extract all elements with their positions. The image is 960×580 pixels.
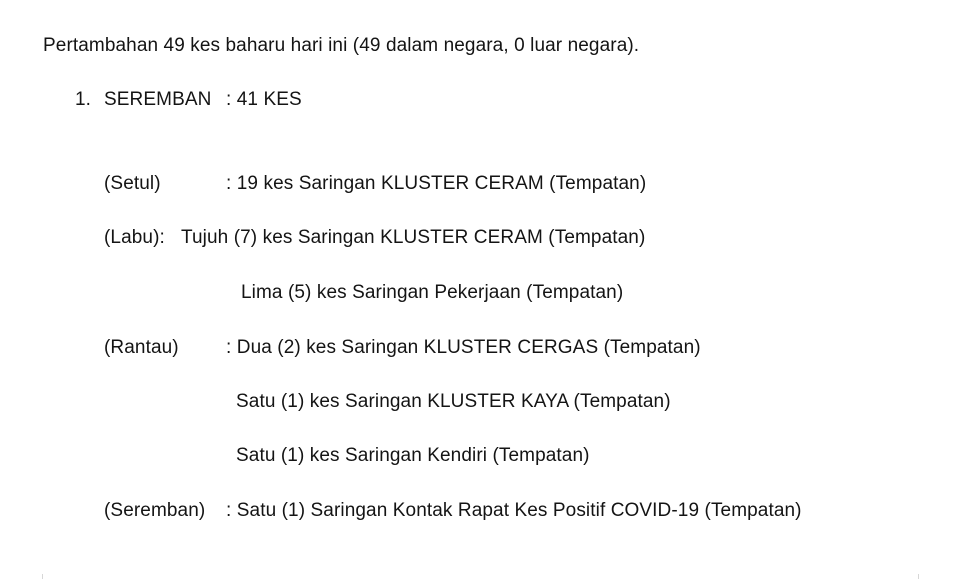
- area-label-setul: (Setul): [104, 173, 161, 194]
- page-corner-mark-right: [918, 574, 919, 579]
- area-label-seremban: (Seremban): [104, 500, 206, 521]
- case-detail-labu-continuation: Lima (5) kes Saringan Pekerjaan (Tempatan): [241, 282, 624, 303]
- case-detail-seremban: : Satu (1) Saringan Kontak Rapat Kes Positif COVID-19 (Tempatan): [226, 500, 802, 521]
- case-detail-labu: Tujuh (7) kes Saringan KLUSTER CERAM (Tempatan): [181, 227, 646, 248]
- case-detail-rantau-continuation-1: Satu (1) kes Saringan KLUSTER KAYA (Tempatan): [236, 391, 671, 412]
- page-corner-mark-left: [42, 574, 43, 579]
- list-item-number: 1.: [75, 89, 92, 110]
- area-label-labu: (Labu):: [104, 227, 165, 248]
- area-label-rantau: (Rantau): [104, 337, 179, 358]
- district-case-count: : 41 KES: [226, 89, 302, 110]
- case-detail-setul: : 19 kes Saringan KLUSTER CERAM (Tempatan): [226, 173, 647, 194]
- case-detail-rantau-continuation-2: Satu (1) kes Saringan Kendiri (Tempatan): [236, 445, 590, 466]
- case-detail-rantau: : Dua (2) kes Saringan KLUSTER CERGAS (Tempatan): [226, 337, 701, 358]
- daily-case-summary: Pertambahan 49 kes baharu hari ini (49 dalam negara, 0 luar negara).: [43, 35, 640, 56]
- district-name: SEREMBAN: [104, 89, 212, 110]
